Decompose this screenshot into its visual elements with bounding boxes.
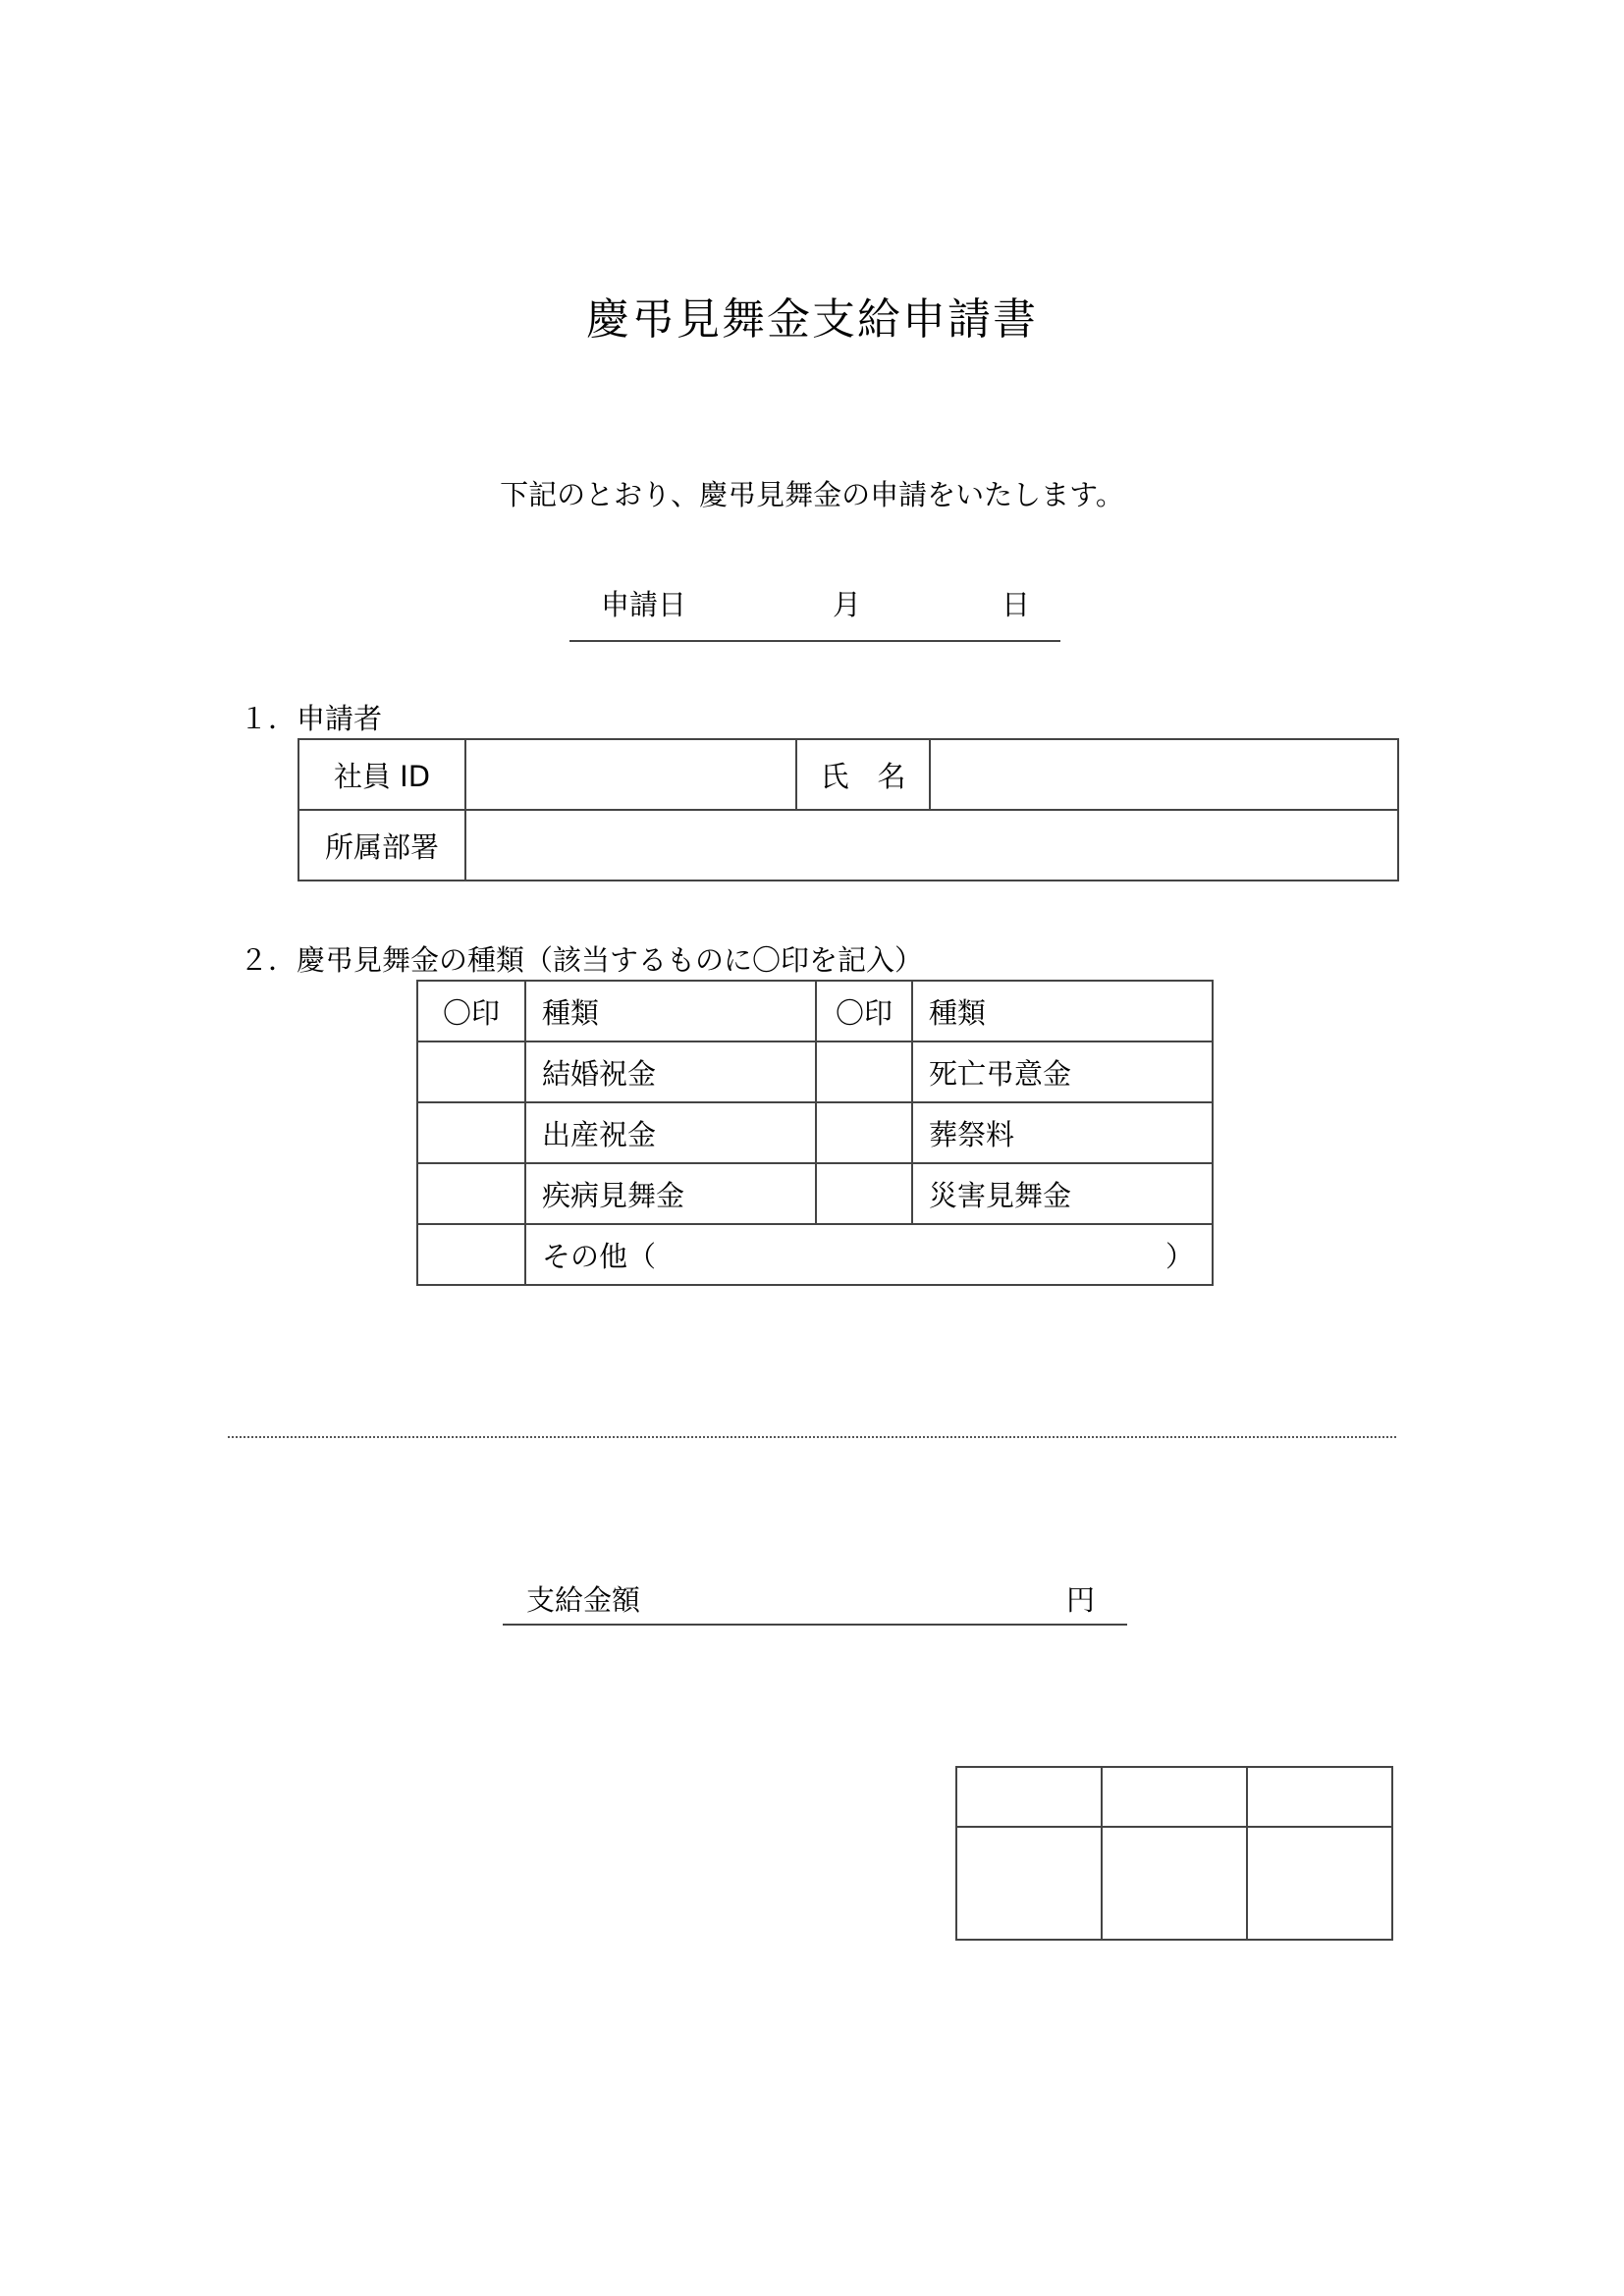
approval-stamp-cell[interactable] bbox=[1247, 1827, 1392, 1940]
approval-stamp-table bbox=[955, 1766, 1393, 1941]
payment-amount-label: 支給金額 bbox=[526, 1583, 641, 1617]
applicant-row-id-name bbox=[298, 739, 1398, 810]
mark-header-right: 〇印 bbox=[816, 981, 912, 1041]
other-close-paren: ） bbox=[1164, 1239, 1194, 1273]
table-row bbox=[417, 1163, 1213, 1224]
approval-stamp-cell[interactable] bbox=[1102, 1827, 1247, 1940]
mark-cell-other[interactable] bbox=[417, 1224, 525, 1285]
mark-cell-marriage[interactable] bbox=[417, 1041, 525, 1102]
kind-birth: 出産祝金 bbox=[525, 1102, 816, 1163]
document-title: 慶弔見舞金支給申請書 bbox=[586, 294, 1038, 345]
mark-cell-disaster[interactable] bbox=[816, 1163, 912, 1224]
approval-stamp-cell[interactable] bbox=[956, 1827, 1102, 1940]
other-label: その他（ bbox=[542, 1239, 657, 1273]
kind-header-right: 種類 bbox=[912, 981, 1213, 1041]
date-label: 申請日 bbox=[601, 588, 687, 621]
department-label: 所属部署 bbox=[298, 810, 465, 881]
date-underline bbox=[569, 640, 1060, 642]
allowance-type-table bbox=[416, 980, 1214, 1286]
kind-illness: 疾病見舞金 bbox=[525, 1163, 816, 1224]
kind-other bbox=[525, 1224, 1213, 1285]
mark-cell-birth[interactable] bbox=[417, 1102, 525, 1163]
applicant-table bbox=[298, 738, 1399, 881]
day-label: 日 bbox=[1001, 588, 1031, 621]
name-label: 氏 名 bbox=[796, 739, 930, 810]
approval-stamp-row bbox=[956, 1827, 1392, 1940]
mark-cell-illness[interactable] bbox=[417, 1163, 525, 1224]
mark-header-left: 〇印 bbox=[417, 981, 525, 1041]
month-label: 月 bbox=[833, 588, 862, 621]
mark-cell-death[interactable] bbox=[816, 1041, 912, 1102]
name-field[interactable] bbox=[930, 739, 1398, 810]
payment-unit-label: 円 bbox=[1066, 1583, 1096, 1617]
kind-marriage: 結婚祝金 bbox=[525, 1041, 816, 1102]
table-row bbox=[417, 1041, 1213, 1102]
employee-id-field[interactable] bbox=[465, 739, 796, 810]
kind-funeral: 葬祭料 bbox=[912, 1102, 1213, 1163]
table-row-other bbox=[417, 1224, 1213, 1285]
kind-disaster: 災害見舞金 bbox=[912, 1163, 1213, 1224]
table-header-row bbox=[417, 981, 1213, 1041]
approval-header-cell bbox=[956, 1767, 1102, 1827]
kind-death: 死亡弔意金 bbox=[912, 1041, 1213, 1102]
approval-header-row bbox=[956, 1767, 1392, 1827]
section1-heading: １．申請者 bbox=[240, 702, 383, 735]
mark-cell-funeral[interactable] bbox=[816, 1102, 912, 1163]
approval-header-cell bbox=[1247, 1767, 1392, 1827]
section2-heading: ２．慶弔見舞金の種類（該当するものに〇印を記入） bbox=[240, 943, 924, 977]
intro-text: 下記のとおり、慶弔見舞金の申請をいたします。 bbox=[500, 478, 1124, 511]
table-row bbox=[417, 1102, 1213, 1163]
payment-underline bbox=[503, 1624, 1127, 1626]
department-field[interactable] bbox=[465, 810, 1398, 881]
applicant-row-department bbox=[298, 810, 1398, 881]
kind-header-left: 種類 bbox=[525, 981, 816, 1041]
cut-line-divider bbox=[228, 1436, 1396, 1438]
approval-header-cell bbox=[1102, 1767, 1247, 1827]
employee-id-label: 社員 ID bbox=[298, 739, 465, 810]
